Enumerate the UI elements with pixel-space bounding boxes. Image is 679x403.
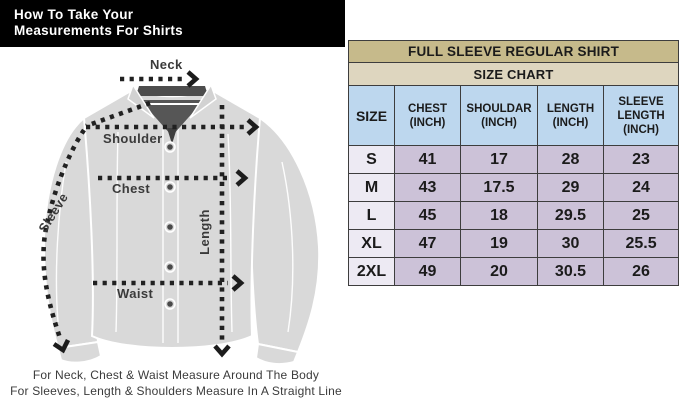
sleeve-length-cell: 26 xyxy=(604,258,679,286)
length-cell: 30 xyxy=(538,230,604,258)
size-chart-subtitle: SIZE CHART xyxy=(349,63,679,86)
column-header-chest: CHEST (INCH) xyxy=(395,86,461,146)
collar-band xyxy=(136,86,208,96)
length-cell: 30.5 xyxy=(538,258,604,286)
size-chart-title: FULL SLEEVE REGULAR SHIRT xyxy=(349,41,679,63)
chest-cell: 43 xyxy=(395,174,461,202)
chest-cell: 41 xyxy=(395,146,461,174)
chest-label: Chest xyxy=(112,181,151,196)
table-row xyxy=(349,202,679,230)
table-row xyxy=(349,230,679,258)
table-row xyxy=(349,258,679,286)
length-cell: 29 xyxy=(538,174,604,202)
size-cell: L xyxy=(349,202,395,230)
shoulder-cell: 19 xyxy=(461,230,538,258)
size-chart xyxy=(348,40,679,286)
shoulder-cell: 17.5 xyxy=(461,174,538,202)
shirt-diagram xyxy=(0,42,345,364)
chest-cell: 47 xyxy=(395,230,461,258)
page-title-line2: Measurements For Shirts xyxy=(14,23,183,38)
page-title-line1: How To Take Your xyxy=(14,7,134,22)
shirt-right-sleeve xyxy=(249,118,319,352)
waist-label: Waist xyxy=(117,286,154,301)
neck-label: Neck xyxy=(150,57,183,72)
instruction-line2: For Sleeves, Length & Shoulders Measure In A Straight Line xyxy=(10,384,342,398)
chest-cell: 49 xyxy=(395,258,461,286)
size-cell: XL xyxy=(349,230,395,258)
length-cell: 29.5 xyxy=(538,202,604,230)
sleeve-label: Sleeve xyxy=(35,190,72,236)
instruction-line1: For Neck, Chest & Waist Measure Around The Body xyxy=(32,368,320,382)
size-cell: 2XL xyxy=(349,258,395,286)
length-arrowhead-icon xyxy=(215,346,229,354)
sleeve-length-cell: 25 xyxy=(604,202,679,230)
length-label: Length xyxy=(197,209,212,255)
measurement-instructions xyxy=(0,367,352,399)
sleeve-length-cell: 24 xyxy=(604,174,679,202)
size-cell: S xyxy=(349,146,395,174)
table-row xyxy=(349,174,679,202)
shoulder-cell: 18 xyxy=(461,202,538,230)
column-header-length: LENGTH (INCH) xyxy=(538,86,604,146)
shoulder-cell: 17 xyxy=(461,146,538,174)
size-cell: M xyxy=(349,174,395,202)
chest-cell: 45 xyxy=(395,202,461,230)
column-header-size: SIZE xyxy=(349,86,395,146)
neck-arrowhead-icon xyxy=(188,72,196,86)
sleeve-length-cell: 23 xyxy=(604,146,679,174)
column-header-shoulder: SHOULDAR (INCH) xyxy=(461,86,538,146)
size-chart-table xyxy=(348,40,679,286)
length-cell: 28 xyxy=(538,146,604,174)
page-title xyxy=(0,0,345,47)
sleeve-length-cell: 25.5 xyxy=(604,230,679,258)
shoulder-label: Shoulder xyxy=(103,131,163,146)
column-header-sleeve-length: SLEEVE LENGTH (INCH) xyxy=(604,86,679,146)
shoulder-cell: 20 xyxy=(461,258,538,286)
table-row xyxy=(349,146,679,174)
